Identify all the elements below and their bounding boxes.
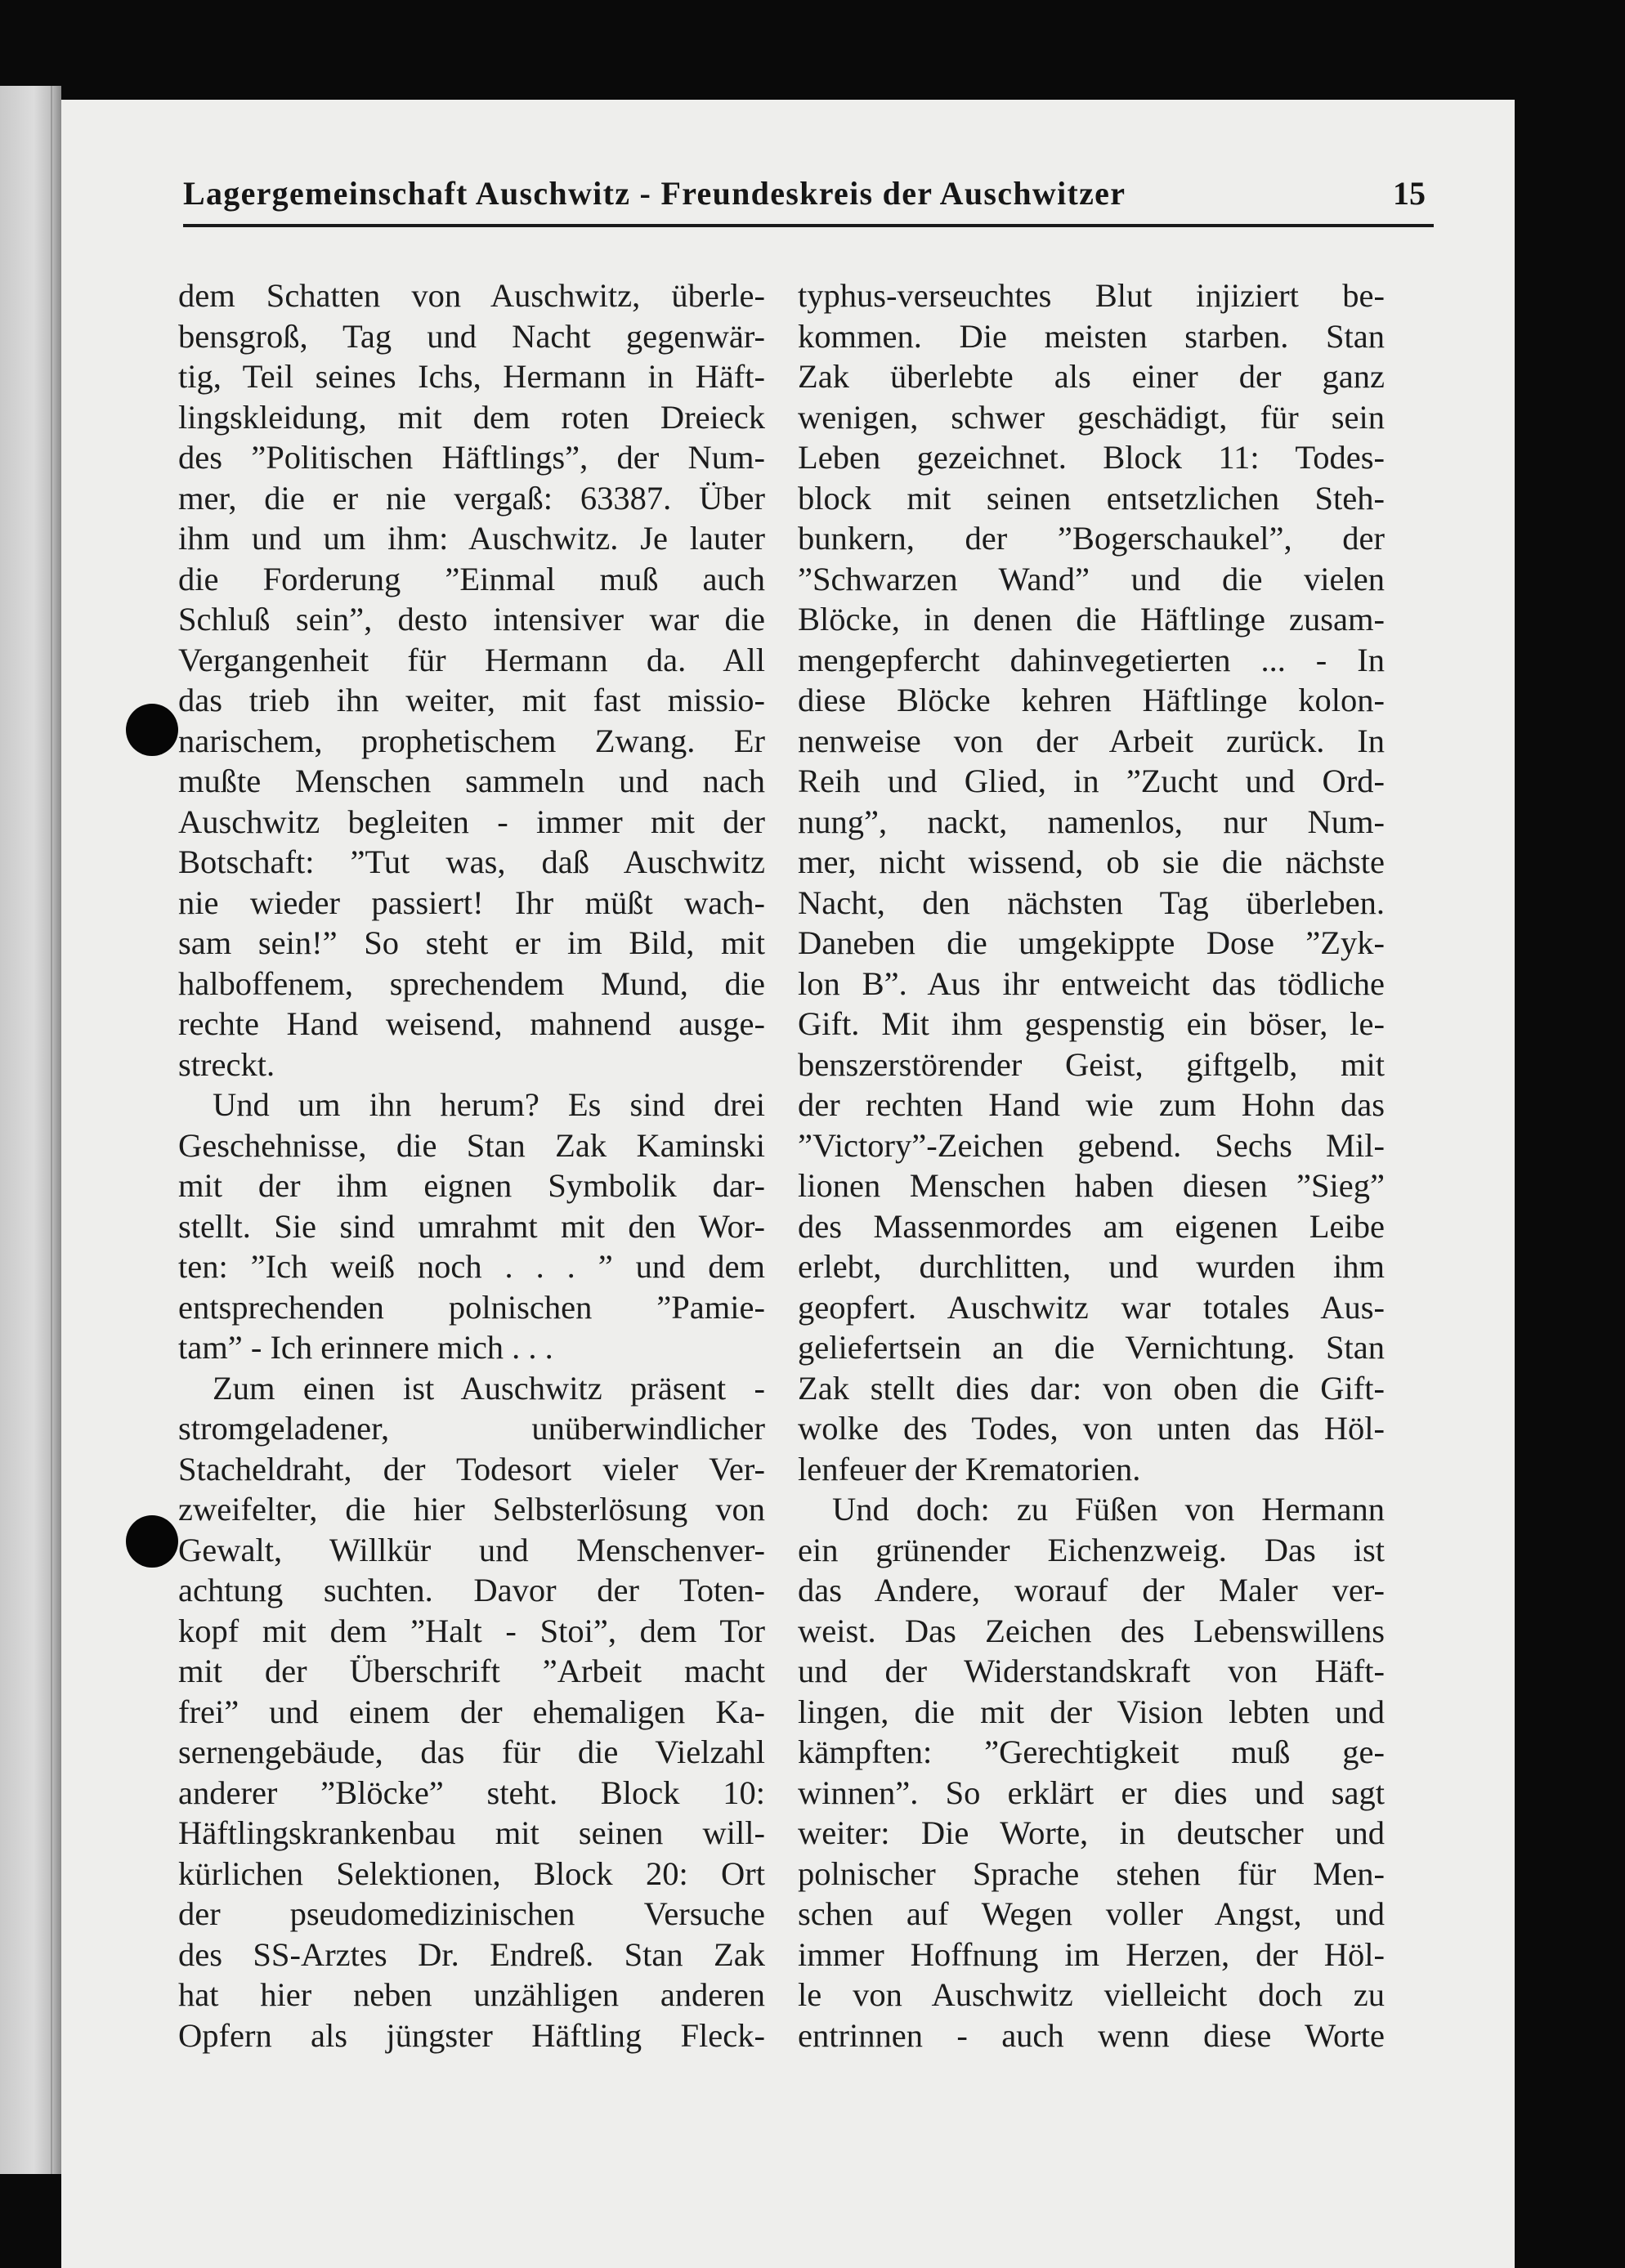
text-line: ”Schwarzen Wand” und die vielen [798,560,1385,597]
text-line: block mit seinen entsetzlichen Steh- [798,479,1385,517]
text-line: Häftlingskrankenbau mit seinen will- [178,1814,765,1851]
text-line: kürlichen Selektionen, Block 20: Ort [178,1854,765,1892]
text-line: der rechten Hand wie zum Hohn das [798,1086,1385,1123]
text-line: immer Hoffnung im Herzen, der Höl- [798,1935,1385,1973]
text-line: Gift. Mit ihm gespenstig ein böser, le- [798,1005,1385,1042]
text-line: le von Auschwitz vielleicht doch zu [798,1976,1385,2013]
text-line: narischem, prophetischem Zwang. Er [178,722,765,759]
text-line: polnischer Sprache stehen für Men- [798,1854,1385,1892]
page-number: 15 [1393,175,1426,212]
text-line: erlebt, durchlitten, und wurden ihm [798,1248,1385,1285]
text-line: hat hier neben unzähligen anderen [178,1976,765,2013]
paragraph-start-line: Und um ihn herum? Es sind drei [213,1086,765,1123]
left-text-column [178,275,765,2056]
paragraph-start-line: Zum einen ist Auschwitz präsent - [213,1369,765,1407]
text-line: Blöcke, in denen die Häftlinge zusam- [798,601,1385,637]
text-line: kämpften: ”Gerechtigkeit muß ge- [798,1733,1385,1770]
text-line: lingen, die mit der Vision lebten und [798,1693,1385,1730]
text-line: Leben gezeichnet. Block 11: Todes- [798,439,1385,476]
text-line: schen auf Wegen voller Angst, und [798,1895,1385,1932]
text-line: rechte Hand weisend, mahnend ausge- [178,1005,765,1042]
text-line: stromgeladener, unüberwindlicher [178,1410,765,1447]
text-line: Reih und Glied, in ”Zucht und Ord- [798,763,1385,799]
text-line: und der Widerstandskraft von Häft- [798,1653,1385,1689]
text-line: wenigen, schwer geschädigt, für sein [798,398,1385,436]
text-line: weist. Das Zeichen des Lebenswillens [798,1612,1385,1649]
text-line: Geschehnisse, die Stan Zak Kaminski [178,1126,765,1164]
header-title: Lagergemeinschaft Auschwitz - Freundeskreis der Auschwitzer [183,175,1126,212]
text-line: lionen Menschen haben diesen ”Sieg” [798,1167,1385,1204]
text-line: benszerstörender Geist, giftgelb, mit [798,1045,1385,1083]
text-line: diese Blöcke kehren Häftlinge kolon- [798,682,1385,718]
text-line: frei” und einem der ehemaligen Ka- [178,1693,765,1730]
text-line: Vergangenheit für Hermann da. All [178,641,765,678]
text-line: Botschaft: ”Tut was, daß Auschwitz [178,843,765,880]
text-line: bunkern, der ”Bogerschaukel”, der [798,520,1385,557]
text-line: das trieb ihn weiter, mit fast missio- [178,682,765,718]
text-line: lenfeuer der Krematorien. [798,1450,1141,1487]
text-line: mengepfercht dahinvegetierten ... - In [798,641,1385,678]
document-page [61,100,1515,2268]
text-line: entrinnen - auch wenn diese Worte [798,2016,1385,2054]
text-line: zweifelter, die hier Selbsterlösung von [178,1491,765,1528]
text-line: ”Victory”-Zeichen gebend. Sechs Mil- [798,1126,1385,1164]
text-line: typhus-verseuchtes Blut injiziert be- [798,277,1385,314]
punch-hole [126,704,178,756]
text-line: kommen. Die meisten starben. Stan [798,317,1385,355]
text-line: Auschwitz begleiten - immer mit der [178,803,765,840]
text-line: nenweise von der Arbeit zurück. In [798,722,1385,759]
text-line: nung”, nackt, namenlos, nur Num- [798,803,1385,840]
text-line: geliefertsein an die Vernichtung. Stan [798,1329,1385,1366]
text-line: wolke des Todes, von unten das Höl- [798,1410,1385,1447]
text-line: Schluß sein”, desto intensiver war die [178,601,765,637]
text-line: dem Schatten von Auschwitz, überle- [178,277,765,314]
text-line: ihm und um ihm: Auschwitz. Je lauter [178,520,765,557]
text-line: tig, Teil seines Ichs, Hermann in Häft- [178,358,765,395]
text-line: achtung suchten. Davor der Toten- [178,1572,765,1608]
page-crease [51,86,52,2174]
right-text-column [798,275,1385,2056]
paragraph-start-line: Und doch: zu Füßen von Hermann [832,1491,1385,1528]
text-line: weiter: Die Worte, in deutscher und [798,1814,1385,1851]
previous-page-edge [0,86,61,2174]
text-line: Opfern als jüngster Häftling Fleck- [178,2016,765,2054]
text-line: stellt. Sie sind umrahmt mit den Wor- [178,1207,765,1245]
text-line: winnen”. So erklärt er dies und sagt [798,1774,1385,1811]
text-line: mit der ihm eignen Symbolik dar- [178,1167,765,1204]
text-line: kopf mit dem ”Halt - Stoi”, dem Tor [178,1612,765,1649]
text-line: bensgroß, Tag und Nacht gegenwär- [178,317,765,355]
text-line: mer, nicht wissend, ob sie die nächste [798,843,1385,880]
text-line: ein grünender Eichenzweig. Das ist [798,1531,1385,1568]
text-line: streckt. [178,1045,275,1083]
text-line: halboffenem, sprechendem Mund, die [178,964,765,1002]
text-line: lon B”. Aus ihr entweicht das tödliche [798,964,1385,1002]
text-line: Zak stellt dies dar: von oben die Gift- [798,1369,1385,1407]
text-line: nie wieder passiert! Ihr müßt wach- [178,883,765,921]
text-line: Nacht, den nächsten Tag überleben. [798,883,1385,921]
text-line: mußte Menschen sammeln und nach [178,763,765,799]
text-line: mit der Überschrift ”Arbeit macht [178,1653,765,1689]
text-line: entsprechenden polnischen ”Pamie- [178,1288,765,1326]
text-line: lingskleidung, mit dem roten Dreieck [178,398,765,436]
text-line: des Massenmordes am eigenen Leibe [798,1207,1385,1245]
text-line: des SS-Arztes Dr. Endreß. Stan Zak [178,1935,765,1973]
text-line: Zak überlebte als einer der ganz [798,358,1385,395]
running-header [183,165,1434,227]
text-line: die Forderung ”Einmal muß auch [178,560,765,597]
text-line: ten: ”Ich weiß noch . . . ” und dem [178,1248,765,1285]
text-line: geopfert. Auschwitz war totales Aus- [798,1288,1385,1326]
text-line: Stacheldraht, der Todesort vieler Ver- [178,1450,765,1487]
text-line: anderer ”Blöcke” steht. Block 10: [178,1774,765,1811]
text-line: sernengebäude, das für die Vielzahl [178,1733,765,1770]
text-line: tam” - Ich erinnere mich . . . [178,1329,553,1366]
text-line: mer, die er nie vergaß: 63387. Über [178,479,765,517]
text-line: sam sein!” So steht er im Bild, mit [178,924,765,961]
punch-hole [126,1515,178,1568]
text-line: der pseudomedizinischen Versuche [178,1895,765,1932]
text-line: das Andere, worauf der Maler ver- [798,1572,1385,1608]
text-line: Gewalt, Willkür und Menschenver- [178,1531,765,1568]
text-line: Daneben die umgekippte Dose ”Zyk- [798,924,1385,961]
text-line: des ”Politischen Häftlings”, der Num- [178,439,765,476]
